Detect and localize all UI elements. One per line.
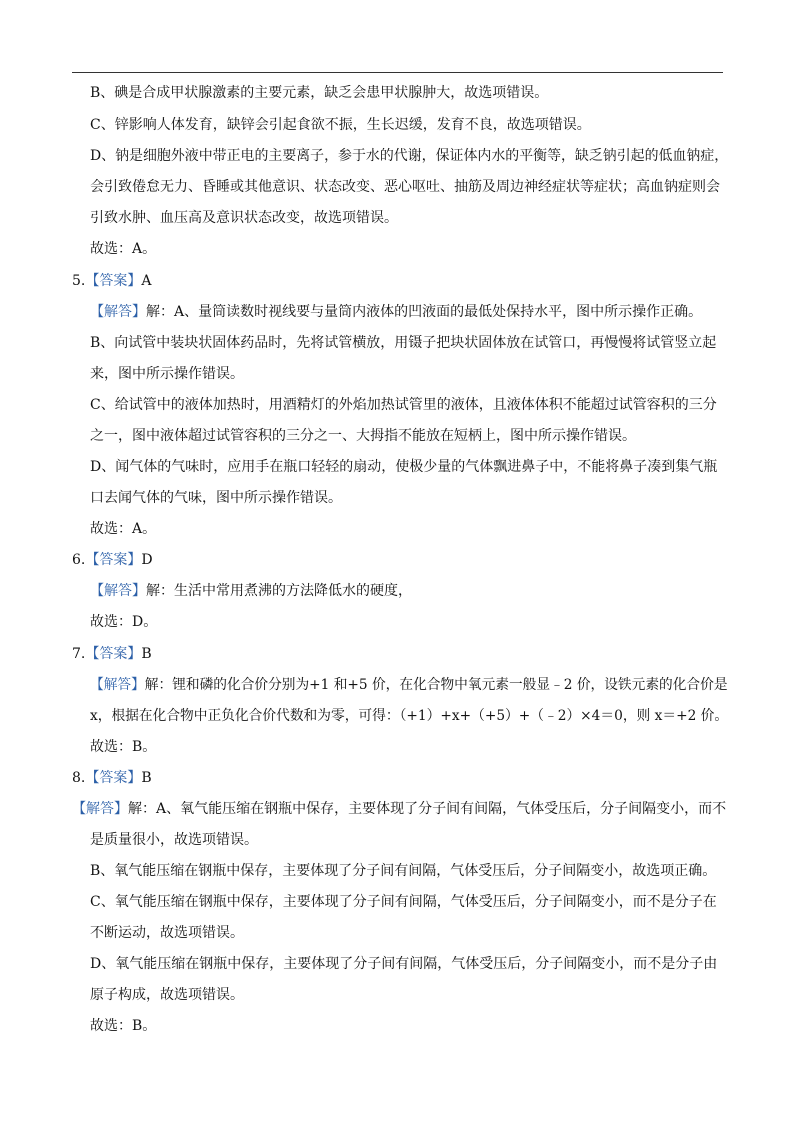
line-text: B、向试管中装块状固体药品时，先将试管横放，用镊子把块状固体放在试管口，再慢慢将试管竖立起: [90, 335, 717, 351]
text-line: [90, 582, 412, 600]
line-text: C、给试管中的液体加热时，用酒精灯的外焰加热试管里的液体，且液体体积不能超过试管容积的三分: [90, 397, 717, 413]
line-text: 解：A、量筒读数时视线要与量筒内液体的凹液面的最低处保持水平，图中所示操作正确。: [146, 304, 703, 320]
line-text: D、氧气能压缩在钢瓶中保存，主要体现了分子间有间隔，气体受压后，分子间隔变小，而不是分子由: [90, 956, 718, 972]
answer-tag: 【解答】: [72, 801, 128, 817]
line-text: 故选：A。: [90, 241, 157, 257]
text-line: [90, 924, 244, 942]
answer-tag: 【答案】: [85, 646, 142, 662]
text-line: [90, 986, 244, 1004]
text-line: [90, 955, 717, 973]
line-text: B、氧气能压缩在钢瓶中保存，主要体现了分子间有间隔，气体受压后，分子间隔变小，故选项正确。: [90, 863, 717, 879]
line-text: 故选：A。: [90, 521, 157, 537]
line-text: 原子构成，故选项错误。: [90, 987, 244, 1003]
line-text: 解：A、氧气能压缩在钢瓶中保存，主要体现了分子间有间隔，气体受压后，分子间隔变小，而不: [128, 801, 727, 817]
text-line: [90, 1017, 156, 1035]
answer-tag: 【答案】: [85, 770, 142, 786]
line-text: D: [141, 552, 153, 568]
text-line: [90, 893, 717, 911]
line-text: 口去闻气体的气味，图中所示操作错误。: [90, 490, 342, 506]
line-text: 故选：B。: [90, 1018, 157, 1034]
text-line: [90, 334, 716, 352]
line-text: 不断运动，故选项错误。: [90, 925, 244, 941]
question-number: 6.: [72, 552, 86, 568]
text-line: [90, 707, 728, 725]
text-line: [72, 551, 153, 569]
header-rule: [72, 72, 723, 73]
line-text: 来，图中所示操作错误。: [90, 366, 244, 382]
line-text: 故选：D。: [90, 614, 158, 630]
line-text: B、碘是合成甲状腺激素的主要元素，缺乏会患甲状腺肿大，故选项错误。: [90, 85, 549, 101]
line-text: B: [141, 646, 152, 662]
text-line: [90, 178, 720, 196]
line-text: 解：生活中常用煮沸的方法降低水的硬度，: [146, 583, 412, 599]
line-text: B: [141, 770, 152, 786]
answer-tag: 【解答】: [90, 583, 146, 599]
text-line: [90, 396, 717, 414]
line-text: x，根据在化合物中正负化合价代数和为零，可得：（+1）+x+（+5）+（﹣2）×4＝0，则 x＝+2 价。: [90, 708, 729, 724]
answer-tag: 【解答】: [90, 304, 146, 320]
question-number: 7.: [72, 646, 86, 662]
line-text: 是质量很小，故选项错误。: [90, 832, 258, 848]
text-line: [90, 147, 728, 165]
text-line: [72, 645, 152, 663]
line-text: D、闻气体的气味时，应用手在瓶口轻轻的扇动，使极少量的气体飘进鼻子中，不能将鼻子凑到集气瓶: [90, 459, 718, 475]
question-number: 5.: [72, 273, 86, 289]
line-text: 故选：B。: [90, 739, 157, 755]
line-text: A: [141, 273, 152, 289]
text-line: [90, 738, 156, 756]
answer-tag: 【解答】: [90, 677, 145, 693]
text-line: [90, 365, 244, 383]
text-line: [90, 84, 548, 102]
text-line: [90, 831, 258, 849]
text-line: [90, 489, 342, 507]
line-text: 引致水肿、血压高及意识状态改变，故选项错误。: [90, 210, 398, 226]
line-text: 之一，图中液体超过试管容积的三分之一、大拇指不能放在短柄上，图中所示操作错误。: [90, 428, 636, 444]
text-line: [90, 116, 591, 134]
text-line: [90, 613, 157, 631]
text-line: [90, 676, 728, 694]
answer-tag: 【答案】: [85, 552, 142, 568]
question-number: 8.: [72, 770, 86, 786]
text-line: [72, 800, 726, 818]
text-line: [72, 272, 151, 290]
line-text: 会引致倦怠无力、昏睡或其他意识、状态改变、恶心呕吐、抽筋及周边神经症状等症状；高血钠症则会: [90, 179, 720, 195]
text-line: [72, 769, 152, 787]
text-line: [90, 427, 636, 445]
answer-tag: 【答案】: [85, 273, 142, 289]
line-text: C、氧气能压缩在钢瓶中保存，主要体现了分子间有间隔，气体受压后，分子间隔变小，而不是分子在: [90, 894, 717, 910]
text-line: [90, 303, 702, 321]
line-text: 解：锂和磷的化合价分别为+1 和+5 价，在化合物中氧元素一般显﹣2 价，设铁元素的化合价是: [144, 677, 728, 693]
text-line: [90, 240, 156, 258]
text-line: [90, 862, 716, 880]
line-text: C、锌影响人体发育，缺锌会引起食欲不振，生长迟缓，发育不良，故选项错误。: [90, 117, 591, 133]
text-line: [90, 209, 398, 227]
text-line: [90, 458, 717, 476]
text-line: [90, 520, 156, 538]
line-text: D、钠是细胞外液中带正电的主要离子，参于水的代谢，保证体内水的平衡等，缺乏钠引起的低血钠症，: [90, 148, 729, 164]
